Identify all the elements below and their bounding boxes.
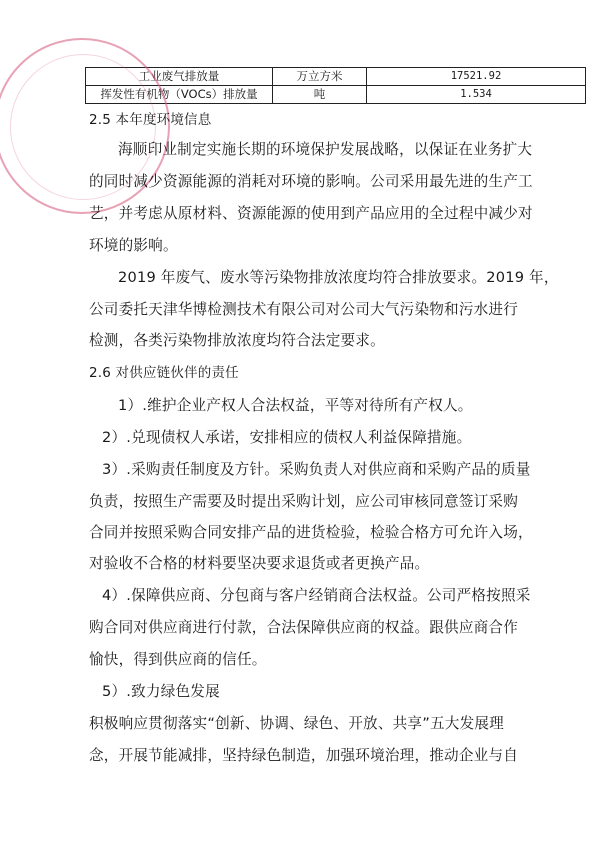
row-name: 挥发性有机物（VOCs）排放量 (86, 86, 273, 104)
paragraph-line: 检测，各类污染物排放浓度均符合法定要求。 (89, 332, 385, 349)
row-value: 17521.92 (367, 68, 586, 86)
list-item-line: 负责，按照生产需要及时提出采购计划，应公司审核同意签订采购 (89, 493, 519, 510)
row-value: 1.534 (367, 86, 586, 104)
paragraph-line: 海顺印业制定实施长期的环境保护发展战略，以保证在业务扩大 (118, 141, 533, 158)
list-item-line: 购合同对供应商进行付款，合法保障供应商的权益。跟供应商合作 (89, 619, 519, 636)
row-unit: 万立方米 (273, 68, 367, 86)
list-item-line: 积极响应贯彻落实“创新、协调、绿色、开放、共享”五大发展理 (89, 715, 504, 732)
list-item: 5）.致力绿色发展 (102, 683, 220, 700)
row-name: 工业废气排放量 (86, 68, 273, 86)
list-item-line: 合同并按照采购合同安排产品的进货检验，检验合格方可允许入场， (89, 524, 533, 541)
paragraph-line: 艺，并考虑从原材料、资源能源的使用到产品应用的全过程中减少对 (89, 205, 533, 222)
paragraph-line: 2019 年废气、废水等污染物排放浓度均符合排放要求。2019 年， (118, 269, 559, 286)
list-item: 2）.兑现债权人承诺，安排相应的债权人利益保障措施。 (102, 429, 472, 446)
paragraph-line: 的同时减少资源能源的消耗对环境的影响。公司采用最先进的生产工 (89, 173, 533, 190)
row-unit: 吨 (273, 86, 367, 104)
paragraph-line: 环境的影响。 (89, 237, 178, 254)
list-item-line: 对验收不合格的材料要坚决要求退货或者更换产品。 (89, 555, 430, 572)
list-item: 1）.维护企业产权人合法权益，平等对待所有产权人。 (118, 397, 473, 414)
list-item: 3）.采购责任制度及方针。采购负责人对供应商和采购产品的质量 (102, 461, 531, 478)
list-item: 4）.保障供应商、分包商与客户经销商合法权益。公司严格按照采 (102, 587, 531, 604)
table-row (86, 68, 586, 86)
list-item-line: 愉快，得到供应商的信任。 (89, 651, 267, 668)
paragraph-line: 公司委托天津华博检测技术有限公司对公司大气污染物和污水进行 (89, 301, 519, 318)
emissions-table (85, 67, 586, 104)
section-heading-2-6: 2.6 对供应链伙伴的责任 (89, 365, 239, 381)
table-row (86, 86, 586, 104)
list-item-line: 念，开展节能减排，坚持绿色制造，加强环境治理，推动企业与自 (89, 747, 519, 764)
section-heading-2-5: 2.5 本年度环境信息 (89, 112, 212, 128)
